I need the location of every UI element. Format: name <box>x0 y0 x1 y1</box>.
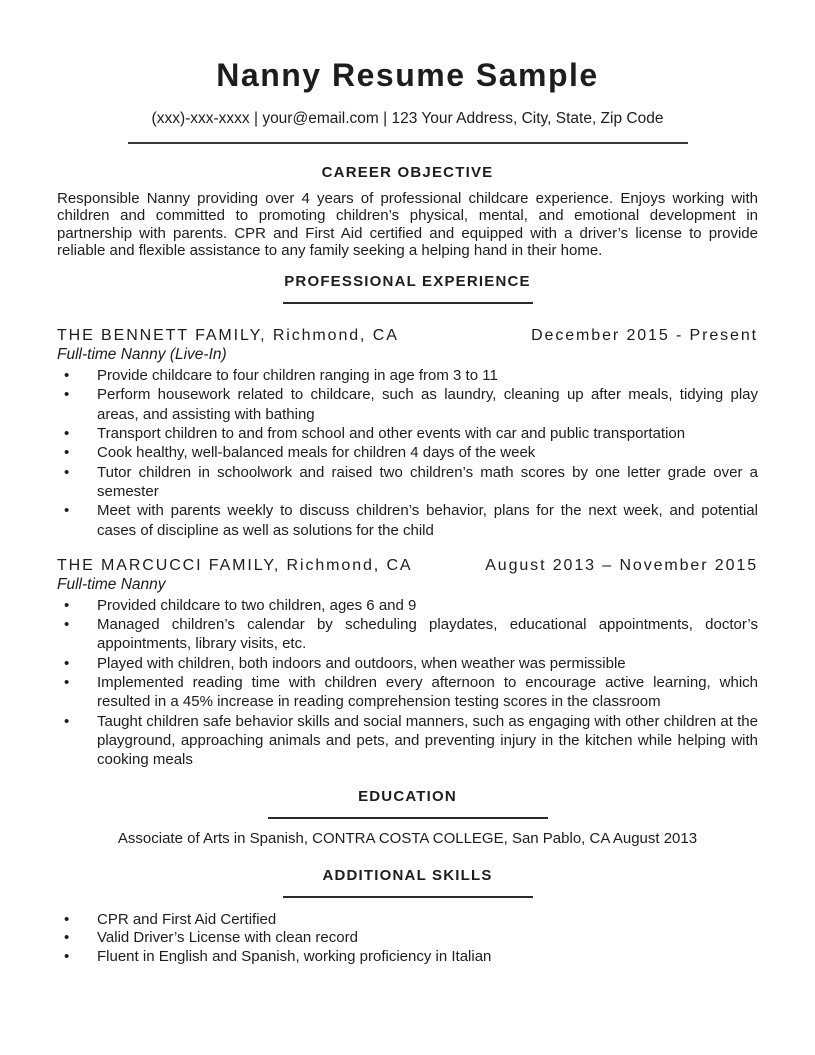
bullet-item: • Provide childcare to four children ranging in age from 3 to 11 <box>97 366 758 385</box>
bullet-item: • Played with children, both indoors and outdoors, when weather was permissible <box>97 654 758 673</box>
bullet-item: • CPR and First Aid Certified <box>97 911 758 930</box>
section-heading-education: EDUCATION <box>358 787 457 805</box>
bullet-item: • Valid Driver’s License with clean record <box>97 929 758 948</box>
bullet-list <box>57 596 758 770</box>
bullet-item: • Taught children safe behavior skills and social manners, such as engaging with other children at the playground, approaching animals and pets, and preventing injury in the kitchen while helping with cooking meals <box>97 712 758 770</box>
header-divider <box>128 142 688 144</box>
section-heading-additional-skills: ADDITIONAL SKILLS <box>322 866 493 884</box>
section-heading-career-objective: CAREER OBJECTIVE <box>321 164 494 181</box>
section-rule-skills <box>283 896 533 898</box>
job-dates: August 2013 – November 2015 <box>485 556 758 574</box>
job-header <box>57 556 758 575</box>
section-rule-experience <box>283 302 533 304</box>
section-rule-education <box>268 817 548 819</box>
bullet-item: • Fluent in English and Spanish, working proficiency in Italian <box>97 948 758 967</box>
bullet-item: • Meet with parents weekly to discuss children’s behavior, plans for the next week, and potential cases of discipline as well as solutions for the child <box>97 501 758 540</box>
job-header <box>57 326 758 345</box>
bullet-item: • Tutor children in schoolwork and raised two children’s math scores by one letter grade over a semester <box>97 463 758 502</box>
job-employer: THE MARCUCCI FAMILY, Richmond, CA <box>57 556 413 574</box>
job-title: Full-time Nanny <box>57 575 166 593</box>
bullet-item: • Cook healthy, well-balanced meals for children 4 days of the week <box>97 443 758 462</box>
bullet-item: • Transport children to and from school and other events with car and public transportation <box>97 424 758 443</box>
job-dates: December 2015 - Present <box>531 327 758 345</box>
page-title: Nanny Resume Sample <box>216 57 599 93</box>
bullet-list <box>57 366 758 540</box>
education-entry: Associate of Arts in Spanish, CONTRA COSTA COLLEGE, San Pablo, CA August 2013 <box>117 829 698 847</box>
objective-text: Responsible Nanny providing over 4 years of professional childcare experience. Enjoys working with children and committed to promoting children’s physical, mental, and emotional development in partnership with parents. CPR and First Aid certified and equipped with a driver’s license to provide reliable and flexible assistance to any family seeking a helping hand in their home. <box>57 190 758 259</box>
job-employer: THE BENNETT FAMILY, Richmond, CA <box>57 327 399 345</box>
bullet-item: • Implemented reading time with children every afternoon to encourage active learning, which resulted in a 45% increase in reading comprehension testing scores in the classroom <box>97 673 758 712</box>
contact-line: (xxx)-xxx-xxxx | your@email.com | 123 Your Address, City, State, Zip Code <box>151 110 664 127</box>
section-heading-professional-experience: PROFESSIONAL EXPERIENCE <box>284 273 531 291</box>
bullet-item: • Managed children’s calendar by scheduling playdates, educational appointments, doctor’s appointments, library visits, etc. <box>97 615 758 654</box>
skills-list <box>57 911 758 967</box>
bullet-item: • Perform housework related to childcare, such as laundry, cleaning up after meals, tidying play areas, and assisting with bathing <box>97 385 758 424</box>
job-title: Full-time Nanny (Live-In) <box>57 346 227 364</box>
bullet-item: • Provided childcare to two children, ages 6 and 9 <box>97 596 758 615</box>
